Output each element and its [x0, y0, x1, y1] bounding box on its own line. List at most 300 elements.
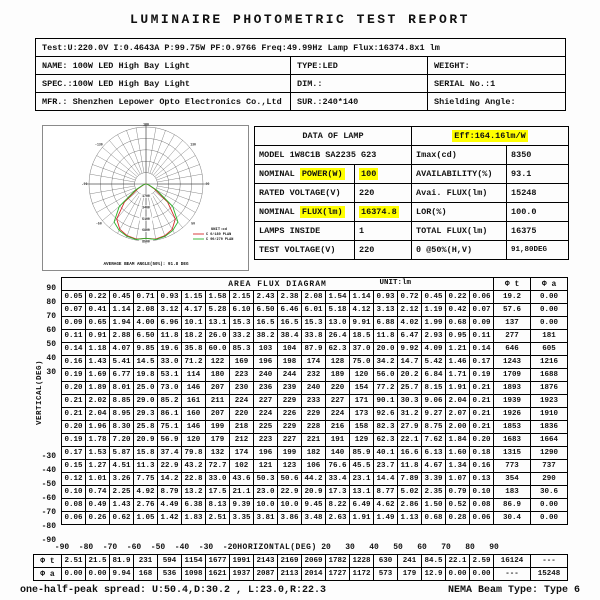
efficacy-cell [412, 127, 569, 146]
flux-total-cell: 16124 [494, 555, 531, 568]
flux-total-cell: 1937 [230, 568, 254, 581]
flux-cell: 114 [182, 369, 206, 382]
horizontal-axis-tick: -20 [222, 543, 238, 552]
flux-total-cell: 2014 [302, 568, 326, 581]
flux-cell: 4.62 [374, 499, 398, 512]
vertical-axis-tick: 80 [46, 298, 56, 307]
flux-cell: 22.9 [278, 486, 302, 499]
flux-row [62, 356, 568, 369]
sur-cell: SUR.:240*140 [291, 93, 428, 111]
flux-total-cell: 84.5 [422, 555, 446, 568]
flux-cell: 73.0 [158, 382, 182, 395]
flux-cell: 6.46 [278, 304, 302, 317]
flux-cell: 1.43 [86, 356, 110, 369]
flux-cell: 43.6 [230, 473, 254, 486]
flux-cell: 4.67 [422, 460, 446, 473]
flux-total-cell: 594 [158, 555, 182, 568]
spec-cell: SPEC.:100W LED High Bay Light [36, 75, 291, 93]
flux-cell: 196 [254, 447, 278, 460]
flux-total-cell: 1727 [326, 568, 350, 581]
flux-cell: 16.6 [398, 447, 422, 460]
table-row [255, 127, 569, 146]
horizontal-axis-tick: -50 [150, 543, 166, 552]
area-flux-header [62, 278, 494, 291]
flux-cell: 13.1 [350, 486, 374, 499]
polar-spoke [92, 165, 135, 181]
flux-cell: 6.13 [422, 447, 446, 460]
flux-cell: 1.89 [86, 382, 110, 395]
flux-cell: 122 [206, 356, 230, 369]
flux-cell: 31.2 [398, 408, 422, 421]
flux-row [62, 512, 568, 525]
flux-cell: 0.62 [110, 512, 134, 525]
efficacy-value: Eff:164.16lm/W [454, 131, 526, 141]
flux-cell: 85.3 [230, 343, 254, 356]
angle-label: 130 [190, 142, 196, 147]
flux-cell: 5.02 [398, 486, 422, 499]
flux-cell: 1.07 [446, 473, 470, 486]
flux-cell: 229 [278, 421, 302, 434]
flux-cell: 0.20 [62, 421, 86, 434]
flux-cell: 71.2 [182, 356, 206, 369]
flux-cell: 0.21 [470, 382, 494, 395]
flux-cell: 1.69 [86, 369, 110, 382]
ring-label: 5100 [142, 216, 150, 221]
flux-cell: 4.07 [110, 343, 134, 356]
flux-cell: 62.3 [374, 434, 398, 447]
polar-spoke [136, 128, 144, 173]
flux-cell: 1.53 [86, 447, 110, 460]
flux-cell: 3.48 [302, 512, 326, 525]
vertical-axis-tick: -30 [41, 452, 56, 461]
flux-cell: 0.21 [62, 408, 86, 421]
lor-label: LOR(%) [412, 203, 507, 222]
flux-cell: 13.2 [182, 486, 206, 499]
horizontal-axis-tick: 80 [465, 543, 475, 552]
flux-total-cell: 1677 [206, 555, 230, 568]
flux-cell: 0.79 [446, 486, 470, 499]
flux-cell: 0.00 [531, 291, 568, 304]
flux-cell: 1.18 [86, 343, 110, 356]
flux-cell: 38.2 [254, 330, 278, 343]
flux-cell: 6.47 [398, 330, 422, 343]
flux-cell: 605 [531, 343, 568, 356]
flux-cell: 1.60 [446, 447, 470, 460]
flux-cell: 56.9 [158, 434, 182, 447]
vertical-axis-tick: 60 [46, 326, 56, 335]
flux-cell: 1.49 [374, 512, 398, 525]
flux-cell: 14.5 [134, 356, 158, 369]
flux-cell: 0.28 [446, 512, 470, 525]
flux-cell: 1.05 [134, 512, 158, 525]
flux-cell: 15.3 [230, 317, 254, 330]
flux-cell: 212 [230, 434, 254, 447]
flux-cell: 20.9 [134, 434, 158, 447]
flux-cell: 26.0 [206, 330, 230, 343]
flux-cell: 14.2 [158, 473, 182, 486]
flux-cell: 1.96 [86, 421, 110, 434]
flux-cell: 196 [254, 356, 278, 369]
flux-cell: 0.93 [158, 291, 182, 304]
flux-cell: 218 [230, 421, 254, 434]
flux-cell: 0.20 [62, 382, 86, 395]
flux-cell: 0.06 [62, 512, 86, 525]
flux-cell: 23.7 [374, 460, 398, 473]
horizontal-axis-tick: 20 [321, 543, 331, 552]
table-row [62, 278, 568, 291]
flux-cell: 277 [494, 330, 531, 343]
vertical-axis-tick: 30 [46, 368, 56, 377]
flux-row [62, 330, 568, 343]
flux-cell: 6.10 [230, 304, 254, 317]
vertical-axis-tick: -90 [41, 536, 56, 545]
flux-cell: 29.0 [134, 395, 158, 408]
flux-cell: 0.19 [62, 434, 86, 447]
vertical-axis-tick: 40 [46, 354, 56, 363]
flux-cell: 8.13 [206, 499, 230, 512]
flux-cell: 25.7 [398, 382, 422, 395]
flux-cell: 2.25 [110, 486, 134, 499]
flux-cell: 14.7 [398, 356, 422, 369]
flux-cell: 8.75 [422, 421, 446, 434]
avail-flux-label: Avai. FLUX(lm) [412, 184, 507, 203]
flux-cell: 82.3 [374, 421, 398, 434]
angle-label: -50 [96, 221, 102, 226]
flux-cell: 224 [254, 408, 278, 421]
flux-cell: 0.09 [470, 317, 494, 330]
flux-row [62, 395, 568, 408]
nema-beam-type: NEMA Beam Type: Type 6 [447, 585, 580, 596]
vertical-axis-title: VERTICAL(DEG) [36, 360, 44, 426]
flux-cell: 37.4 [158, 447, 182, 460]
horizontal-axis-tick: -40 [174, 543, 190, 552]
flux-cell: 1.46 [446, 356, 470, 369]
flux-cell: 53.1 [158, 369, 182, 382]
availability-value: 93.1 [507, 165, 569, 184]
flux-cell: 0.09 [62, 317, 86, 330]
flux-cell: 50.6 [278, 473, 302, 486]
flux-cell: 9.06 [422, 395, 446, 408]
flux-cell: 1243 [494, 356, 531, 369]
flux-cell: 90.1 [374, 395, 398, 408]
flux-cell: 199 [206, 421, 230, 434]
flux-row [62, 499, 568, 512]
flux-cell: 33.2 [230, 330, 254, 343]
flux-cell: 19.2 [494, 291, 531, 304]
flux-cell: 106 [302, 460, 326, 473]
flux-cell: 22.9 [158, 460, 182, 473]
table-row [255, 146, 569, 165]
flux-cell: 0.41 [86, 304, 110, 317]
flux-cell: 75.0 [350, 356, 374, 369]
polar-spoke [157, 165, 200, 181]
angle-label: -90 [81, 182, 88, 187]
polar-top-label: 180 [143, 122, 149, 127]
flux-cell: 0.16 [62, 356, 86, 369]
flux-cell: 0.42 [446, 304, 470, 317]
flux-total-cell: 12.9 [422, 568, 446, 581]
flux-cell: 13.0 [326, 317, 350, 330]
polar-spoke [148, 128, 156, 173]
flux-cell: 173 [350, 408, 374, 421]
flux-cell: 33.0 [158, 356, 182, 369]
flux-total-cell: 1172 [350, 568, 374, 581]
flux-cell: 1926 [494, 408, 531, 421]
flux-total-cell: 630 [374, 555, 398, 568]
flux-cell: 0.68 [422, 512, 446, 525]
flux-cell: 0.21 [470, 395, 494, 408]
flux-total-cell: 1782 [326, 555, 350, 568]
flux-total-cell: 536 [158, 568, 182, 581]
flux-cell: 140 [326, 447, 350, 460]
ring-label: 1700 [142, 194, 150, 198]
area-flux-table [61, 277, 568, 525]
flux-cell: 0.17 [470, 356, 494, 369]
flux-cell: 1315 [494, 447, 531, 460]
flux-cell: 7.89 [398, 473, 422, 486]
flux-cell: 6.50 [254, 304, 278, 317]
flux-cell: 11.8 [158, 330, 182, 343]
dim-cell: DIM.: [291, 75, 428, 93]
flux-cell: 79.8 [182, 447, 206, 460]
rated-voltage-label: RATED VOLTAGE(V) [255, 184, 355, 203]
flux-cell: 0.74 [86, 486, 110, 499]
flux-total-cell: 168 [134, 568, 158, 581]
flux-cell: 10.1 [182, 317, 206, 330]
angle-label: 50 [191, 221, 196, 226]
flux-cell: 6.49 [350, 499, 374, 512]
shielding-angle-cell: Shielding Angle: [428, 93, 566, 111]
flux-total-cell: 179 [398, 568, 422, 581]
flux-cell: 38.4 [278, 330, 302, 343]
flux-total-cell: 1991 [230, 555, 254, 568]
table-row [36, 57, 566, 75]
flux-cell: 646 [494, 343, 531, 356]
flux-total-cell: 22.1 [446, 555, 470, 568]
flux-cell: 0.08 [62, 499, 86, 512]
vertical-axis-tick: 70 [46, 312, 56, 321]
flux-cell: 102 [230, 460, 254, 473]
flux-cell: 2.51 [206, 512, 230, 525]
flux-total-cell: --- [531, 555, 568, 568]
flux-total-cell: 15248 [531, 568, 568, 581]
flux-cell: 33.0 [206, 473, 230, 486]
flux-cell: 199 [278, 447, 302, 460]
flux-cell: 0.00 [531, 304, 568, 317]
flux-total-cell: 573 [374, 568, 398, 581]
flux-cell: 0.14 [62, 343, 86, 356]
flux-cell: 20.2 [398, 369, 422, 382]
flux-cell: 50.3 [254, 473, 278, 486]
flux-cell: 18.2 [182, 330, 206, 343]
flux-cell: 1.19 [422, 304, 446, 317]
flux-total-cell: 0.00 [86, 568, 110, 581]
area-flux-section [33, 277, 570, 584]
flux-cell: 8.85 [110, 395, 134, 408]
flux-cell: 23.1 [350, 473, 374, 486]
flux-cell: 182 [302, 447, 326, 460]
flux-cell: 27.9 [398, 421, 422, 434]
flux-cell: 1876 [531, 382, 568, 395]
flux-cell: 2.04 [86, 408, 110, 421]
flux-cell: 9.45 [302, 499, 326, 512]
flux-cell: 9.85 [134, 343, 158, 356]
nominal-power-value: 100 [355, 165, 412, 184]
total-flux-value: 16375 [507, 222, 569, 241]
theta-50-label: θ @50%(H,V) [412, 241, 507, 260]
model-cell: MODEL 1W8C1B SA2235 G23 [255, 146, 412, 165]
flux-total-cell: 81.9 [110, 555, 134, 568]
flux-cell: 169 [230, 356, 254, 369]
flux-cell: 2.93 [422, 330, 446, 343]
lamp-data-header: DATA OF LAMP [255, 127, 412, 146]
lor-value: 100.0 [507, 203, 569, 222]
flux-cell: 6.88 [374, 317, 398, 330]
flux-cell: 0.05 [62, 291, 86, 304]
flux-cell: 354 [494, 473, 531, 486]
flux-cell: 158 [350, 421, 374, 434]
flux-cell: 181 [531, 330, 568, 343]
nominal-flux-value: 16374.8 [355, 203, 412, 222]
flux-total-cell: 0.00 [62, 568, 86, 581]
flux-cell: 16.5 [254, 317, 278, 330]
flux-cell: 0.93 [374, 291, 398, 304]
test-voltage-value: 220 [355, 241, 412, 260]
flux-cell: 17.3 [326, 486, 350, 499]
flux-cell: 0.19 [470, 369, 494, 382]
flux-cell: 3.39 [422, 473, 446, 486]
table-row [255, 241, 569, 260]
flux-cell: 1.43 [110, 499, 134, 512]
horizontal-axis-tick: 60 [417, 543, 427, 552]
availability-label: AVAILABILITY(%) [412, 165, 507, 184]
flux-cell: 0.18 [470, 447, 494, 460]
flux-cell: 8.22 [326, 499, 350, 512]
flux-cell: 2.43 [254, 291, 278, 304]
flux-cell: 3.81 [254, 512, 278, 525]
flux-cell: 236 [254, 382, 278, 395]
horizontal-axis-tick: -80 [78, 543, 94, 552]
flux-cell: 0.10 [62, 486, 86, 499]
flux-cell: 1.01 [86, 473, 110, 486]
flux-cell: 773 [494, 460, 531, 473]
angle-label: -130 [95, 142, 103, 147]
flux-total-cell: 231 [134, 555, 158, 568]
flux-cell: 233 [302, 395, 326, 408]
ring-label: 6800 [142, 228, 150, 233]
flux-cell: 737 [531, 460, 568, 473]
flux-cell: 226 [278, 408, 302, 421]
flux-cell: 30.6 [531, 486, 568, 499]
flux-cell: 76.6 [326, 460, 350, 473]
flux-cell: 5.28 [206, 304, 230, 317]
flux-cell: 4.17 [182, 304, 206, 317]
flux-cell: 0.21 [62, 395, 86, 408]
flux-cell: 15.3 [302, 317, 326, 330]
flux-total-cell: 2.51 [62, 555, 86, 568]
flux-cell: 1683 [494, 434, 531, 447]
flux-total-cell: 2069 [302, 555, 326, 568]
polar-spoke [92, 188, 135, 204]
flux-cell: 4.92 [134, 486, 158, 499]
flux-cell: 29.3 [134, 408, 158, 421]
flux-cell: 207 [206, 382, 230, 395]
flux-cell: 2.00 [446, 421, 470, 434]
flux-cell: 239 [278, 382, 302, 395]
flux-cell: 1.15 [182, 291, 206, 304]
flux-cell: 10.0 [278, 499, 302, 512]
flux-cell: 0.10 [470, 486, 494, 499]
flux-cell: 56.0 [374, 369, 398, 382]
flux-cell: 180 [206, 369, 230, 382]
flux-cell: 15.8 [134, 447, 158, 460]
vertical-axis-tick: -80 [41, 522, 56, 531]
flux-cell: 1.34 [446, 460, 470, 473]
polar-spoke [150, 130, 166, 173]
flux-cell: 1.13 [398, 512, 422, 525]
flux-cell: 4.49 [158, 499, 182, 512]
flux-cell: 2.86 [398, 499, 422, 512]
flux-cell: 0.15 [62, 460, 86, 473]
flux-cell: 160 [182, 408, 206, 421]
flux-total-cell: 241 [398, 555, 422, 568]
flux-cell: 2.63 [326, 512, 350, 525]
flux-cell: 0.07 [470, 304, 494, 317]
flux-cell: 137 [494, 317, 531, 330]
flux-cell: 7.75 [134, 473, 158, 486]
flux-cell: 87.9 [302, 343, 326, 356]
flux-cell: 6.77 [110, 369, 134, 382]
flux-cell: 11.8 [374, 330, 398, 343]
flux-cell: 4.02 [398, 317, 422, 330]
phi-a-column-header: Φ a [531, 278, 568, 291]
flux-cell: 13.1 [206, 317, 230, 330]
flux-cell: 225 [254, 421, 278, 434]
flux-cell: 0.00 [531, 512, 568, 525]
flux-cell: 1.71 [446, 369, 470, 382]
flux-cell: 224 [326, 408, 350, 421]
lamp-data-table [254, 126, 569, 260]
flux-cell: 4.00 [134, 317, 158, 330]
table-row [255, 165, 569, 184]
flux-cell: 9.27 [422, 408, 446, 421]
flux-cell: 6.84 [422, 369, 446, 382]
flux-cell: 1.27 [86, 460, 110, 473]
flux-cell: 0.95 [446, 330, 470, 343]
flux-cell: 240 [302, 382, 326, 395]
flux-cell: 1.50 [422, 499, 446, 512]
flux-cell: 1939 [494, 395, 531, 408]
flux-row [62, 486, 568, 499]
flux-cell: 9.92 [398, 343, 422, 356]
flux-cell: 3.86 [278, 512, 302, 525]
flux-cell: 85.2 [158, 395, 182, 408]
flux-cell: 1.94 [110, 317, 134, 330]
flux-cell: 72.7 [206, 460, 230, 473]
flux-cell: 1923 [531, 395, 568, 408]
flux-cell: 6.50 [134, 330, 158, 343]
flux-cell: 21.1 [230, 486, 254, 499]
mfr-cell: MFR.: Shenzhen Lepower Opto Electronics Co.,Ltd [36, 93, 291, 111]
type-cell: TYPE:LED [291, 57, 428, 75]
flux-total-cell: 2113 [278, 568, 302, 581]
flux-cell: 4.09 [422, 343, 446, 356]
polar-spoke [90, 186, 135, 194]
flux-cell: 0.06 [470, 512, 494, 525]
flux-cell: 2.38 [278, 291, 302, 304]
flux-cell: 0.21 [470, 421, 494, 434]
polar-spoke [157, 174, 202, 182]
